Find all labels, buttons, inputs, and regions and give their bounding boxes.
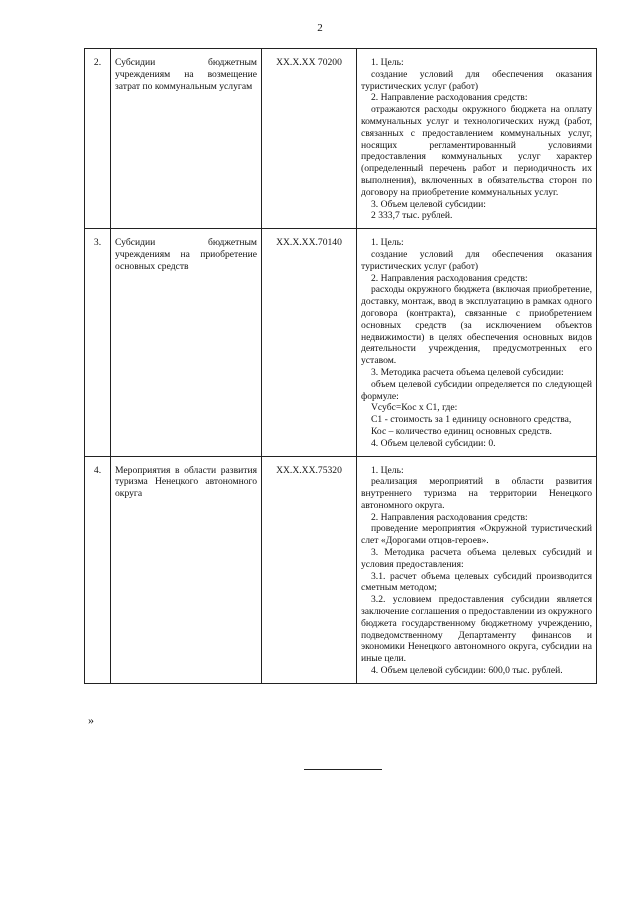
description-paragraph: 3.2. условием предоставления субсидии является заключение соглашения о предоставлении из окружного бюджета государственному бюджетному учреждению, подведомственному Департаменту финансов и экономики Ненецкого автономного округа, субсидии на иные цели. <box>361 594 593 665</box>
formula-line: Кос – количество единиц основных средств. <box>371 425 552 437</box>
table-row <box>85 229 597 456</box>
formula-line: С1 - стоимость за 1 единицу основного средства, <box>371 414 572 426</box>
subsidy-name: Мероприятия в области развития туризма Ненецкого автономного округа <box>111 456 262 683</box>
description-paragraph: проведение мероприятия «Окружной туристический слет «Дорогами отцов-героев». <box>361 523 592 547</box>
description-paragraph: создание условий для обеспечения оказания туристических услуг (работ) <box>361 248 592 272</box>
subsidy-name: Субсидии бюджетным учреждениям на возмещение затрат по коммунальным услугам <box>111 49 262 229</box>
page-number: 2 <box>317 22 323 34</box>
description-paragraph: объем целевой субсидии определяется по следующей формуле: <box>361 378 592 402</box>
description-paragraph: 2. Направления расходования средств: <box>371 272 528 284</box>
subsidy-description <box>357 456 597 683</box>
description-paragraph: создание условий для обеспечения оказания туристических услуг (работ) <box>361 68 592 92</box>
budget-code: ХХ.Х.ХХ 70200 <box>262 49 357 229</box>
row-number: 2. <box>85 49 111 229</box>
description-paragraph: 1. Цель: <box>371 237 404 249</box>
closing-quote: » <box>88 713 94 727</box>
budget-code: ХХ.Х.ХХ.75320 <box>262 456 357 683</box>
subsidy-name: Субсидии бюджетным учреждениям на приобретение основных средств <box>111 229 262 456</box>
description-paragraph: реализация мероприятий в области развития внутреннего туризма на территории Ненецкого автономного округа. <box>361 476 592 511</box>
description-paragraph: 2. Направления расходования средств: <box>371 511 528 523</box>
subsidy-description <box>357 49 597 229</box>
description-paragraph: 1. Цель: <box>371 57 404 68</box>
description-paragraph: 3. Объем целевой субсидии: <box>371 198 486 210</box>
subsidy-description <box>357 229 597 456</box>
formula-line: Vсубс=Кос х С1, где: <box>371 402 458 414</box>
table-row <box>85 456 597 683</box>
table-row <box>85 49 597 229</box>
subsidies-table <box>84 48 597 684</box>
description-paragraph: 3.1. расчет объема целевых субсидий производится сметным методом; <box>361 570 592 594</box>
description-paragraph: 1. Цель: <box>371 464 404 476</box>
row-number: 3. <box>85 229 111 456</box>
end-of-document-line <box>304 769 382 770</box>
budget-code: ХХ.Х.ХХ.70140 <box>262 229 357 456</box>
row-number: 4. <box>85 456 111 683</box>
description-paragraph: 4. Объем целевой субсидии: 600,0 тыс. рублей. <box>371 665 563 677</box>
description-paragraph: 2. Направление расходования средств: <box>371 92 528 104</box>
description-paragraph: 3. Методика расчета объема целевой субсидии: <box>371 366 564 378</box>
description-paragraph: 4. Объем целевой субсидии: 0. <box>371 437 496 449</box>
description-paragraph: 2 333,7 тыс. рублей. <box>371 210 453 222</box>
description-paragraph: 3. Методика расчета объема целевых субсидий и условия предоставления: <box>361 547 592 570</box>
description-paragraph: отражаются расходы окружного бюджета на оплату коммунальных услуг и технологических нужд (работ, связанных с предоставлением коммунальных услуг, носящих регламентированный условиями предоставления коммунальных услуг характер (определенный перечень работ и периодичность их выполнения), включенных в обязательства сторон по договору на приобретение коммунальных услуг. <box>361 104 592 198</box>
description-paragraph: расходы окружного бюджета (включая приобретение, доставку, монтаж, ввод в эксплуатацию в рамках одного договора (контракта), связанные с приобретением основных средств (за исключением объектов недвижимости) в целях обеспечения основных видов деятельности учреждения, предусмотренных его уставом. <box>361 284 592 367</box>
